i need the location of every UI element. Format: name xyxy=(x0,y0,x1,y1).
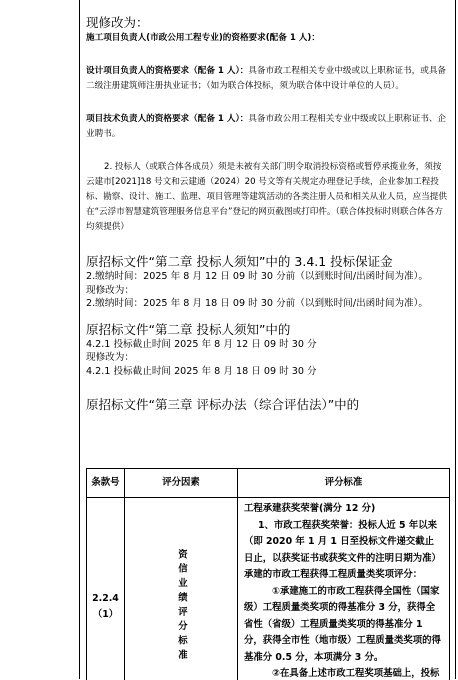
technical-manager-requirement xyxy=(86,112,450,142)
modification-content xyxy=(86,14,450,413)
deposit-changed-label: 现修改为： xyxy=(86,284,450,298)
design-manager-text: 具备市政工程相关专业中级或以上职称证书，或具备二级注册建筑师注册执业证书；（如为联合体投标，须为联合体中设计单位的人员）。 xyxy=(86,66,446,91)
scoring-factor: 资信业绩评分标准 xyxy=(174,549,188,664)
standard-paragraph-1: 1、市政工程获奖荣誉：投标人近 5 年以来（即 2020 年 1 月 1 日至投标文件递交截止日止，以获奖证书或获奖文件的注明日期为准）承建的市政工程获得工程质量类奖项评分： xyxy=(244,518,443,584)
modified-heading: 现修改为： xyxy=(86,14,450,31)
deposit-section-title: 原招标文件“第二章 投标人须知”中的 3.4.1 投标保证金 xyxy=(86,253,450,270)
deposit-changed-time: 2.缴纳时间：2025 年 8 月 18 日 09 时 30 分前（以到账时间/出函时间为准）。 xyxy=(86,297,450,311)
design-manager-requirement xyxy=(86,64,450,94)
construction-manager-requirement: 施工项目负责人(市政公用工程专业)的资格要求(配备 1 人)： xyxy=(86,31,450,46)
technical-manager-text: 具备市政公用工程相关专业中级或以上职称证书、企业聘书。 xyxy=(86,114,446,139)
header-clause: 条款号 xyxy=(87,469,125,498)
deadline-changed-label: 现修改为： xyxy=(86,351,450,365)
header-factor: 评分因素 xyxy=(125,469,238,498)
deadline-section-title: 原招标文件“第二章 投标人须知”中的 xyxy=(86,321,450,338)
scoring-standard xyxy=(238,498,450,680)
table-row xyxy=(87,498,450,680)
table-border-right xyxy=(455,0,456,679)
clause-number: 2.2.4（1） xyxy=(87,498,125,680)
technical-manager-label: 项目技术负责人的资格要求（配备 1 人）： xyxy=(86,114,248,124)
table-header-row xyxy=(87,469,450,498)
evaluation-section-title: 原招标文件“第三章 评标办法（综合评估法）”中的 xyxy=(86,396,450,413)
standard-paragraph-3: ②在具备上述市政工程奖项基础上，投标 xyxy=(244,666,443,680)
standard-paragraph-2: ①承建施工的市政工程获得全国性（国家级）工程质量类奖项的得基准分 3 分，获得全省性（省级）工程质量类奖项的得基准分 1 分，获得全市性（地市级）工程质量类奖项的得基准分 0.5 分，本项满分 3 分。 xyxy=(244,584,443,667)
table-border-left xyxy=(79,0,80,679)
deadline-original-time: 4.2.1 投标截止时间 2025 年 8 月 12 日 09 时 30 分 xyxy=(86,338,450,352)
deposit-original-time: 2.缴纳时间：2025 年 8 月 12 日 09 时 30 分前（以到账时间/出函时间为准）。 xyxy=(86,270,450,284)
deadline-changed-time: 4.2.1 投标截止时间 2025 年 8 月 18 日 09 时 30 分 xyxy=(86,365,450,379)
scoring-table xyxy=(86,468,450,680)
bidder-registration-requirement: 2. 投标人（或联合体各成员）须是未被有关部门明令取消投标资格或暂停承揽业务，须按云建市[2021]18 号文和云建通（2024）20 号文等有关规定办理登记手续，企业参加工程投标、勘察、设计、施工、监理、项目管理等建筑活动的各类注册人员和相关从业人员，应当提供在“云浮市智慧建筑管理服务信息平台”登记的网页截图或打印件。（联合体投标时则联合体各方均须提供） xyxy=(86,160,450,235)
design-manager-label: 设计项目负责人的资格要求（配备 1 人）： xyxy=(86,66,248,76)
standard-title: 工程承建获奖荣誉(满分 12 分) xyxy=(244,501,443,518)
header-standard: 评分标准 xyxy=(238,469,450,498)
